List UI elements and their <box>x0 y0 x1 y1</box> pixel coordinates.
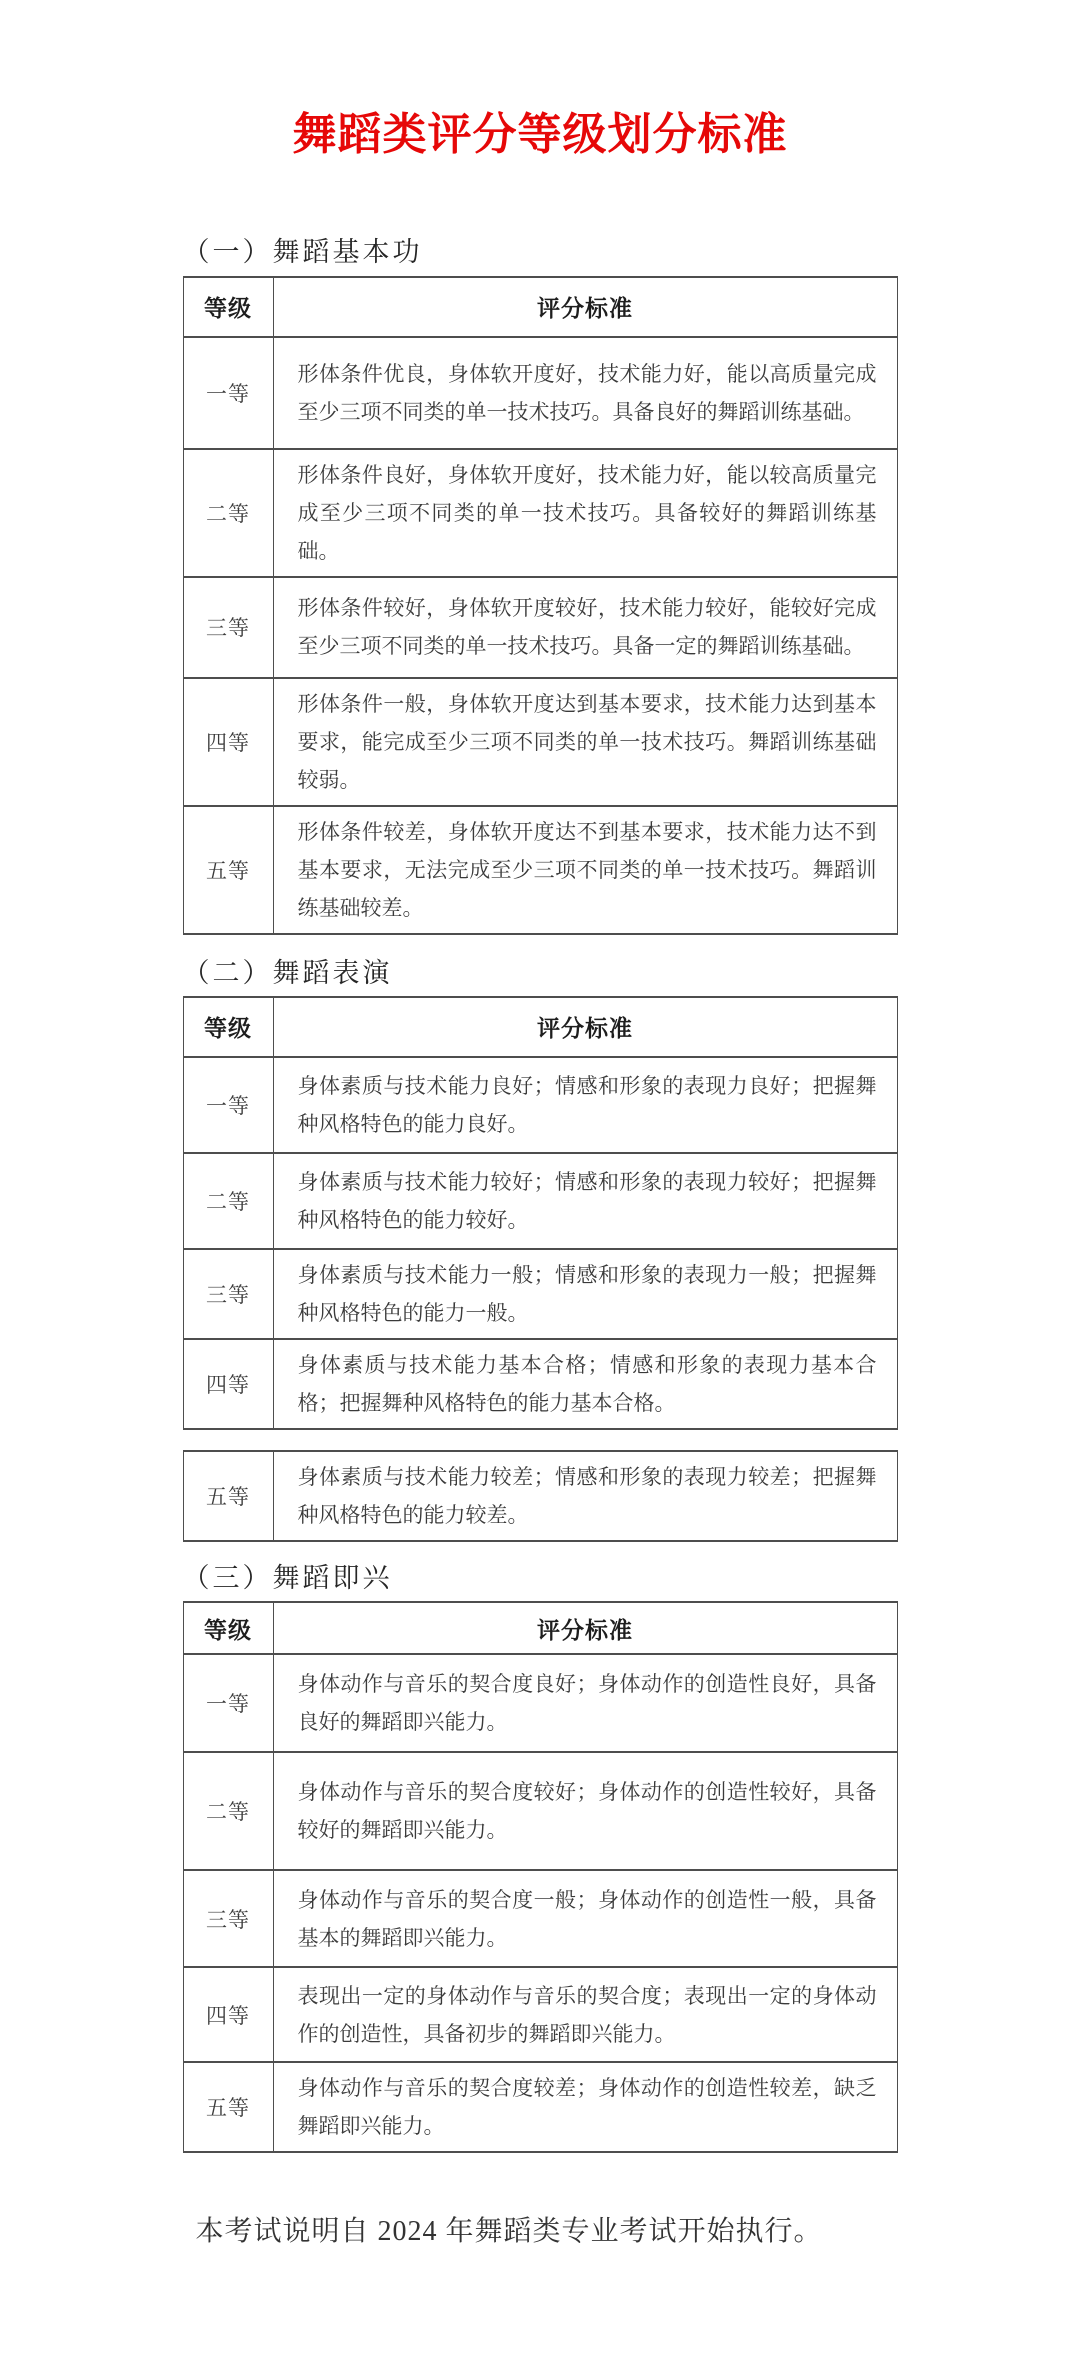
grade-cell: 四等 <box>183 678 273 806</box>
criteria-cell: 身体动作与音乐的契合度良好；身体动作的创造性良好，具备良好的舞蹈即兴能力。 <box>273 1654 897 1752</box>
section-1-heading: （一）舞蹈基本功 <box>182 237 423 268</box>
criteria-cell: 形体条件良好，身体软开度好，技术能力好，能以较高质量完成至少三项不同类的单一技术技巧。具备较好的舞蹈训练基础。 <box>273 449 897 577</box>
footer-note: 本考试说明自 2024 年舞蹈类专业考试开始执行。 <box>195 2216 823 2248</box>
criteria-cell: 身体素质与技术能力一般；情感和形象的表现力一般；把握舞种风格特色的能力一般。 <box>273 1249 897 1339</box>
grade-cell: 一等 <box>183 1057 273 1153</box>
grade-cell: 二等 <box>183 449 273 577</box>
grade-table-basics <box>183 276 898 935</box>
table-header-row <box>183 277 897 337</box>
col-header-criteria: 评分标准 <box>273 997 897 1057</box>
document-page <box>183 112 898 2248</box>
table-row <box>183 1451 897 1541</box>
table-row <box>183 1967 897 2062</box>
table-row <box>183 449 897 577</box>
grade-table-performance <box>183 996 898 1430</box>
criteria-cell: 形体条件较好，身体软开度较好，技术能力较好，能较好完成至少三项不同类的单一技术技巧。具备一定的舞蹈训练基础。 <box>273 577 897 678</box>
grade-cell: 四等 <box>183 1967 273 2062</box>
col-header-grade: 等级 <box>183 997 273 1057</box>
table-header-row <box>183 997 897 1057</box>
criteria-cell: 形体条件较差，身体软开度达不到基本要求，技术能力达不到基本要求，无法完成至少三项不同类的单一技术技巧。舞蹈训练基础较差。 <box>273 806 897 934</box>
col-header-grade: 等级 <box>183 1602 273 1654</box>
table-row <box>183 2062 897 2152</box>
col-header-criteria: 评分标准 <box>273 277 897 337</box>
criteria-cell: 表现出一定的身体动作与音乐的契合度；表现出一定的身体动作的创造性，具备初步的舞蹈即兴能力。 <box>273 1967 897 2062</box>
table-header-row <box>183 1602 897 1654</box>
criteria-cell: 形体条件优良，身体软开度好，技术能力好，能以高质量完成至少三项不同类的单一技术技巧。具备良好的舞蹈训练基础。 <box>273 337 897 449</box>
section-2-heading: （二）舞蹈表演 <box>182 957 393 988</box>
grade-table-performance-continued <box>183 1450 898 1542</box>
grade-cell: 五等 <box>183 806 273 934</box>
grade-cell: 一等 <box>183 1654 273 1752</box>
criteria-cell: 身体素质与技术能力基本合格；情感和形象的表现力基本合格；把握舞种风格特色的能力基本合格。 <box>273 1339 897 1429</box>
criteria-cell: 身体素质与技术能力较差；情感和形象的表现力较差；把握舞种风格特色的能力较差。 <box>273 1451 897 1541</box>
table-row <box>183 337 897 449</box>
section-dance-improvisation <box>183 1564 898 2153</box>
table-row <box>183 1249 897 1339</box>
grade-cell: 五等 <box>183 2062 273 2152</box>
criteria-cell: 形体条件一般，身体软开度达到基本要求，技术能力达到基本要求，能完成至少三项不同类的单一技术技巧。舞蹈训练基础较弱。 <box>273 678 897 806</box>
table-row <box>183 678 897 806</box>
grade-cell: 一等 <box>183 337 273 449</box>
table-row <box>183 1654 897 1752</box>
table-row <box>183 577 897 678</box>
table-row <box>183 1339 897 1429</box>
grade-cell: 三等 <box>183 1870 273 1967</box>
section-dance-basics <box>183 238 898 934</box>
criteria-cell: 身体素质与技术能力较好；情感和形象的表现力较好；把握舞种风格特色的能力较好。 <box>273 1153 897 1249</box>
criteria-cell: 身体动作与音乐的契合度较好；身体动作的创造性较好，具备较好的舞蹈即兴能力。 <box>273 1752 897 1870</box>
table-row <box>183 1057 897 1153</box>
col-header-criteria: 评分标准 <box>273 1602 897 1654</box>
table-row <box>183 1870 897 1967</box>
grade-cell: 五等 <box>183 1451 273 1541</box>
grade-cell: 二等 <box>183 1752 273 1870</box>
section-3-heading: （三）舞蹈即兴 <box>182 1562 393 1593</box>
criteria-cell: 身体动作与音乐的契合度一般；身体动作的创造性一般，具备基本的舞蹈即兴能力。 <box>273 1870 897 1967</box>
table-row <box>183 1153 897 1249</box>
grade-cell: 四等 <box>183 1339 273 1429</box>
table-row <box>183 1752 897 1870</box>
grade-cell: 三等 <box>183 577 273 678</box>
grade-table-improvisation <box>183 1601 898 2153</box>
section-dance-performance <box>183 959 898 1542</box>
criteria-cell: 身体素质与技术能力良好；情感和形象的表现力良好；把握舞种风格特色的能力良好。 <box>273 1057 897 1153</box>
criteria-cell: 身体动作与音乐的契合度较差；身体动作的创造性较差，缺乏舞蹈即兴能力。 <box>273 2062 897 2152</box>
grade-cell: 二等 <box>183 1153 273 1249</box>
page-title: 舞蹈类评分等级划分标准 <box>292 110 788 159</box>
col-header-grade: 等级 <box>183 277 273 337</box>
table-row <box>183 806 897 934</box>
grade-cell: 三等 <box>183 1249 273 1339</box>
